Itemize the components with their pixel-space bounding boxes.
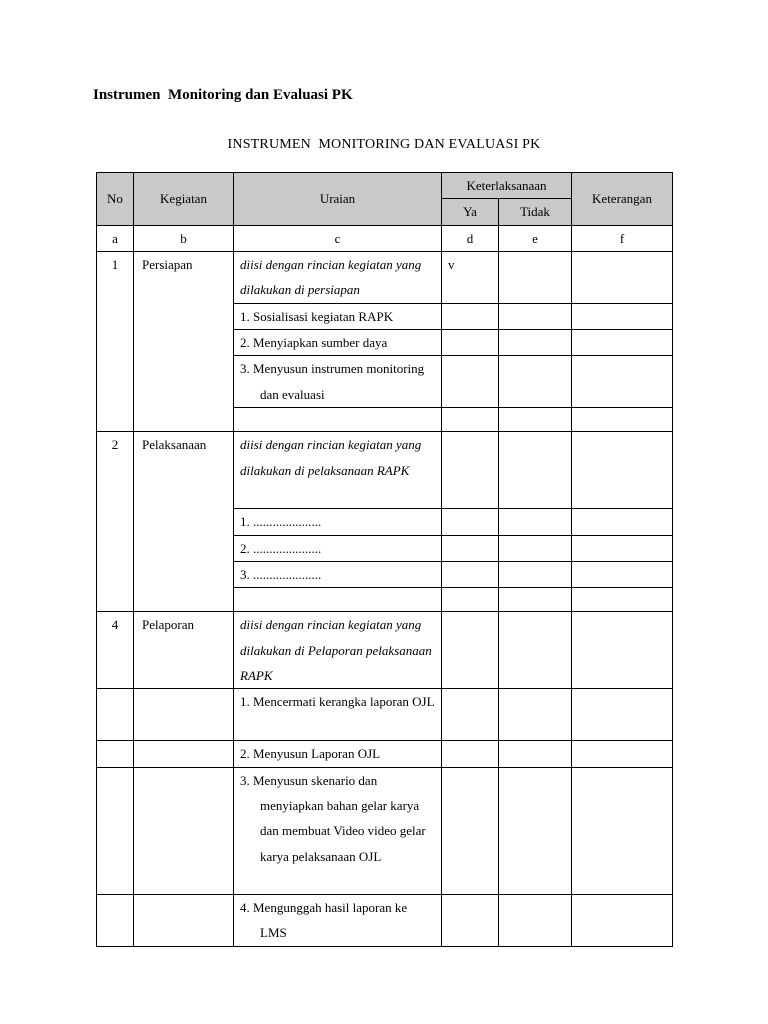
ya-cell <box>442 535 499 561</box>
empty-cell <box>572 588 673 612</box>
table-row <box>97 767 673 894</box>
table-row <box>97 741 673 767</box>
activity-item: 2. Menyusun Laporan OJL <box>234 741 442 767</box>
table-row <box>97 612 673 689</box>
empty-cell <box>234 408 442 432</box>
activity-item: 3. Menyusun skenario dan menyiapkan bahan gelar karya dan membuat Video video gelar karya pelaksanaan OJL <box>234 767 442 894</box>
ya-cell <box>442 612 499 689</box>
tidak-cell <box>499 432 572 509</box>
tidak-cell <box>499 612 572 689</box>
column-letter-row <box>97 225 673 251</box>
activity-item: 1. ..................... <box>234 509 442 535</box>
ya-cell <box>442 509 499 535</box>
empty-cell <box>97 894 134 946</box>
empty-cell <box>97 741 134 767</box>
keterangan-cell <box>572 303 673 329</box>
letter-f: f <box>572 225 673 251</box>
empty-cell <box>134 741 234 767</box>
activity-name: Pelaporan <box>134 612 234 689</box>
table-row <box>97 894 673 946</box>
header-no: No <box>97 173 134 226</box>
tidak-cell <box>499 251 572 303</box>
header-kegiatan: Kegiatan <box>134 173 234 226</box>
tidak-cell <box>499 509 572 535</box>
activity-item: 4. Mengunggah hasil laporan ke LMS <box>234 894 442 946</box>
tidak-cell <box>499 767 572 894</box>
empty-cell <box>442 408 499 432</box>
tidak-cell <box>499 303 572 329</box>
activity-description: diisi dengan rincian kegiatan yang dilakukan di Pelaporan pelaksanaan RAPK <box>234 612 442 689</box>
ya-cell <box>442 562 499 588</box>
header-row <box>97 173 673 199</box>
keterangan-cell <box>572 251 673 303</box>
ya-cell <box>442 356 499 408</box>
tidak-cell <box>499 535 572 561</box>
keterangan-cell <box>572 689 673 741</box>
ya-cell <box>442 741 499 767</box>
keterangan-cell <box>572 612 673 689</box>
header-tidak: Tidak <box>499 199 572 225</box>
empty-cell <box>97 767 134 894</box>
activity-name: Persiapan <box>134 251 234 432</box>
empty-cell <box>134 767 234 894</box>
empty-cell <box>499 588 572 612</box>
ya-cell <box>442 330 499 356</box>
keterangan-cell <box>572 894 673 946</box>
ya-checkmark: v <box>442 251 499 303</box>
keterangan-cell <box>572 535 673 561</box>
activity-item: 3. ..................... <box>234 562 442 588</box>
ya-cell <box>442 894 499 946</box>
activity-item: 2. Menyiapkan sumber daya <box>234 330 442 356</box>
tidak-cell <box>499 689 572 741</box>
letter-a: a <box>97 225 134 251</box>
letter-b: b <box>134 225 234 251</box>
activity-name: Pelaksanaan <box>134 432 234 612</box>
table-row <box>97 251 673 303</box>
keterangan-cell <box>572 509 673 535</box>
activity-item: 1. Mencermati kerangka laporan OJL <box>234 689 442 741</box>
empty-cell <box>234 588 442 612</box>
ya-cell <box>442 689 499 741</box>
empty-cell <box>134 894 234 946</box>
empty-cell <box>499 408 572 432</box>
keterangan-cell <box>572 432 673 509</box>
letter-d: d <box>442 225 499 251</box>
tidak-cell <box>499 356 572 408</box>
empty-cell <box>134 689 234 741</box>
header-uraian: Uraian <box>234 173 442 226</box>
header-keterangan: Keterangan <box>572 173 673 226</box>
table-row <box>97 689 673 741</box>
ya-cell <box>442 432 499 509</box>
empty-cell <box>442 588 499 612</box>
activity-item: 3. Menyusun instrumen monitoring dan evaluasi <box>234 356 442 408</box>
activity-item: 2. ..................... <box>234 535 442 561</box>
tidak-cell <box>499 330 572 356</box>
keterangan-cell <box>572 356 673 408</box>
monitoring-table <box>96 172 673 947</box>
activity-item: 1. Sosialisasi kegiatan RAPK <box>234 303 442 329</box>
tidak-cell <box>499 741 572 767</box>
tidak-cell <box>499 562 572 588</box>
row-number: 2 <box>97 432 134 612</box>
ya-cell <box>442 767 499 894</box>
row-number: 4 <box>97 612 134 689</box>
tidak-cell <box>499 894 572 946</box>
activity-description: diisi dengan rincian kegiatan yang dilakukan di pelaksanaan RAPK <box>234 432 442 509</box>
activity-description: diisi dengan rincian kegiatan yang dilakukan di persiapan <box>234 251 442 303</box>
letter-e: e <box>499 225 572 251</box>
empty-cell <box>572 408 673 432</box>
keterangan-cell <box>572 562 673 588</box>
empty-cell <box>97 689 134 741</box>
letter-c: c <box>234 225 442 251</box>
table-title: INSTRUMEN MONITORING DAN EVALUASI PK <box>227 137 541 152</box>
document-heading: Instrumen Monitoring dan Evaluasi PK <box>93 87 353 103</box>
keterangan-cell <box>572 330 673 356</box>
header-keterlaksanaan: Keterlaksanaan <box>442 173 572 199</box>
row-number: 1 <box>97 251 134 432</box>
header-ya: Ya <box>442 199 499 225</box>
table-row <box>97 432 673 509</box>
ya-cell <box>442 303 499 329</box>
keterangan-cell <box>572 741 673 767</box>
keterangan-cell <box>572 767 673 894</box>
